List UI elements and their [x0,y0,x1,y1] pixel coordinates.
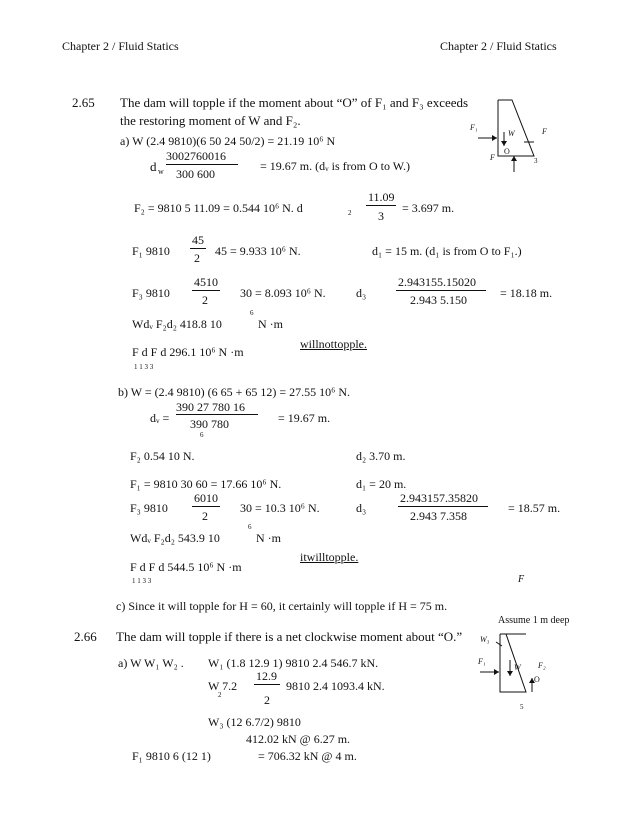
problem-number: 2.66 [74,629,97,644]
fig-label-W: W [514,663,521,672]
W3-result: 412.02 kN @ 6.27 m. [246,732,351,746]
intro-line: The dam will topple if there is a net clockwise moment about “O.” [116,629,463,644]
fraction-bar [254,684,280,685]
a-F3-lhs: F₃ 9810 [132,286,170,300]
b-dw-result: = 19.67 m. [278,411,331,425]
W2-numerator: 12.9 [256,669,277,683]
W2-denominator: 2 [264,693,270,707]
a-d3-result: = 18.18 m. [500,286,553,300]
a-overturning-moment: F d F d 296.1 10⁶ N ·m [132,345,244,359]
a-d2-numerator: 11.09 [368,190,395,204]
fraction-bar [396,290,486,291]
b-F3-lhs: F₃ 9810 [130,501,168,515]
a-F1-numerator: 45 [192,233,204,247]
W3-eq: W₃ (12 6.7/2) 9810 [208,715,301,729]
a-dw-denominator: 300 600 [176,167,215,181]
problem-number: 2.65 [72,95,95,110]
F1-result: = 706.32 kN @ 4 m. [258,749,357,763]
b-conclusion: itwilltopple. [300,550,359,564]
b-d1: d₁ = 20 m. [356,477,407,491]
a-d2-denominator: 3 [378,209,384,223]
a-d3-denominator: 2.943 5.150 [410,293,467,307]
W2-rhs: 9810 2.4 1093.4 kN. [286,679,385,693]
header-right: Chapter 2 / Fluid Statics [440,39,557,53]
a-moment-subscripts: 1 1 3 3 [134,363,154,371]
a-F3-rhs: 30 = 8.093 10⁶ N. [240,286,326,300]
fraction-bar [366,205,396,206]
fraction-bar [190,248,206,249]
F1-eq: F₁ 9810 6 (12 1) [132,749,211,763]
b-d2: d₂ 3.70 m. [356,449,406,463]
fig-label-O: O [504,147,510,156]
header-left: Chapter 2 / Fluid Statics [62,39,179,53]
a-weight-eq: a) W (2.4 9810)(6 50 24 50/2) = 21.19 10⁶ N [120,134,336,148]
figure-2-66-dam [476,630,560,712]
stray-label-F: F [518,574,525,585]
figure-2-65-dam [468,98,558,174]
fraction-bar [166,164,238,165]
fig-label-W: W [508,129,515,138]
a-d3-numerator: 2.943155.15020 [398,275,476,289]
a-d2-sub: 2 [348,209,352,217]
a-dw-result: = 19.67 m. (dᵥ is from O to W.) [260,159,410,173]
a-d2-result: = 3.697 m. [402,201,455,215]
a-conclusion: willnottopple. [300,337,367,351]
a-total-weight: a) W W₁ W₂ . [118,656,184,670]
b-d3-numerator: 2.943157.35820 [400,491,478,505]
c-conclusion: c) Since it will topple for H = 60, it certainly will topple if H = 75 m. [116,599,448,613]
b-d3-denominator: 2.943 7.358 [410,509,467,523]
b-dw-label: dᵥ = [150,411,170,425]
b-restoring-moment: Wdᵥ F₂d₂ 543.9 10 [130,531,220,545]
fig-label-3: 3 [534,157,538,165]
b-dw-numerator: 390 27 780 16 [176,400,245,414]
b-F3-rhs: 30 = 10.3 10⁶ N. [240,501,320,515]
intro-line-2: the restoring moment of W and F₂. [120,113,301,128]
assumption-note: Assume 1 m deep [498,615,570,626]
b-weight-eq: b) W = (2.4 9810) (6 65 + 65 12) = 27.55 10⁶ N. [118,385,351,399]
a-d1: d₁ = 15 m. (d₁ is from O to F₁.) [372,244,522,258]
b-exponent-6: 6 [248,523,252,531]
a-F3-numerator: 4510 [194,275,218,289]
a-restoring-moment: Wdᵥ F₂d₂ 418.8 10 [132,317,222,331]
W1-eq: W₁ (1.8 12.9 1) 9810 2.4 546.7 kN. [208,656,379,670]
fig-label-F-right: F [542,127,547,136]
fig-label-W3: W₃ [480,635,490,644]
fraction-bar [176,414,258,415]
a-exponent-6: 6 [250,309,254,317]
fig-label-F-bottom: F [490,153,495,162]
fraction-bar [192,506,220,507]
W2-subscript: 2 [218,691,222,699]
a-F1-lhs: F₁ 9810 [132,244,170,258]
fig-label-F1: F₁ [478,657,486,666]
b-exponent-6: 6 [200,431,204,439]
b-overturning-moment: F d F d 544.5 10⁶ N ·m [130,560,242,574]
b-F1: F₁ = 9810 30 60 = 17.66 10⁶ N. [130,477,282,491]
a-dw-sub: w [158,167,164,176]
a-F1-denominator: 2 [194,251,200,265]
a-F1-rhs: 45 = 9.933 10⁶ N. [215,244,301,258]
b-restoring-unit: N ·m [256,531,281,545]
fig-label-F1: F₁ [470,123,478,132]
a-restoring-unit: N ·m [258,317,283,331]
fig-label-F2: F₂ [538,661,546,670]
a-F3-denominator: 2 [202,293,208,307]
a-dw-label: d [150,159,157,174]
a-F2-eq: F₂ = 9810 5 11.09 = 0.544 10⁶ N. d [134,201,303,215]
fig-label-5: 5 [520,703,524,711]
a-dw-numerator: 3002760016 [166,149,226,163]
W2-lhs: W 7.2 [208,679,238,693]
b-moment-subscripts: 1 1 3 3 [132,577,152,585]
a-d3-label: d₃ [356,286,367,300]
b-F3-denominator: 2 [202,509,208,523]
b-d3-result: = 18.57 m. [508,501,561,515]
intro-line-1: The dam will topple if the moment about “O” of F₁ and F₃ exceeds [120,95,469,110]
b-F3-numerator: 6010 [194,491,218,505]
b-F2: F₂ 0.54 10 N. [130,449,195,463]
b-dw-denominator: 390 780 [190,417,229,431]
fraction-bar [398,506,488,507]
b-d3-label: d₃ [356,501,367,515]
fig-label-O: O [534,675,540,684]
fraction-bar [192,290,220,291]
